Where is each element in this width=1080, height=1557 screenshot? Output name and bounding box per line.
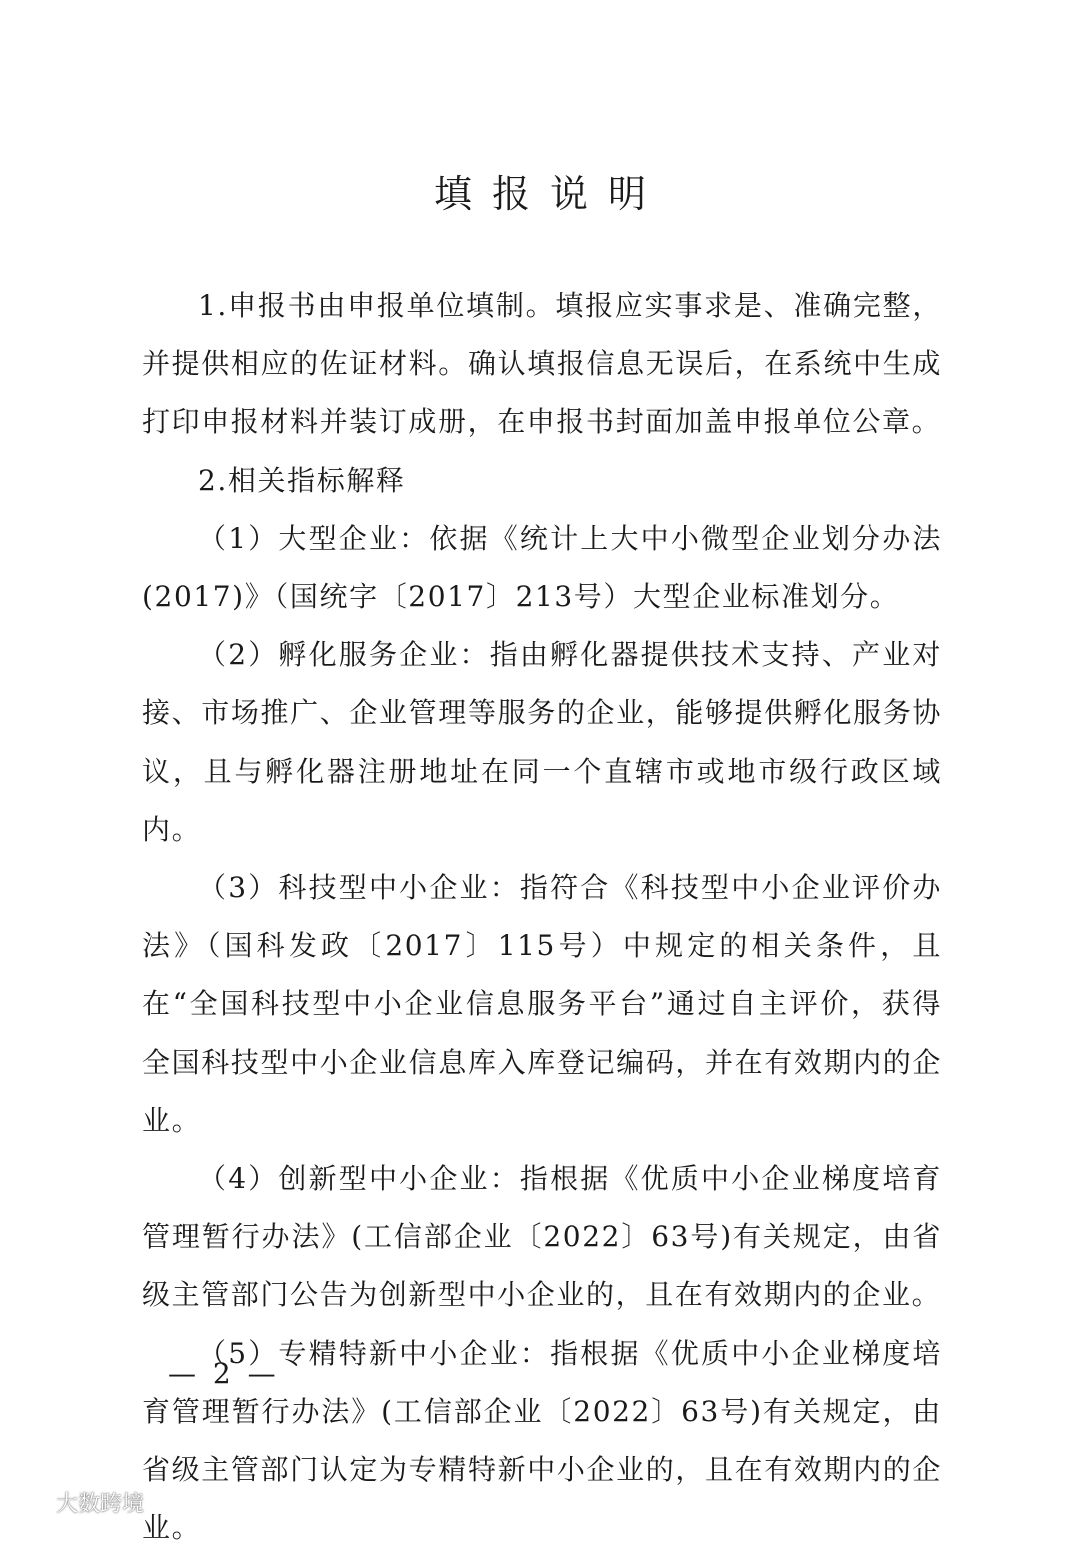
paragraph-large-enterprise: （1）大型企业：依据《统计上大中小微型企业划分办法(2017)》（国统字〔2017〕213号）大型企业标准划分。 bbox=[142, 521, 942, 614]
watermark-text: 大数跨境 bbox=[56, 1491, 145, 1517]
paragraph-specialized-sme: （5）专精特新中小企业：指根据《优质中小企业梯度培育管理暂行办法》(工信部企业〔2022〕63号)有关规定，由省级主管部门认定为专精特新中小企业的，且在有效期内的企业。 bbox=[142, 1336, 942, 1545]
weibo-logo-icon bbox=[6, 1485, 50, 1519]
paragraph-tech-sme: （3）科技型中小企业：指符合《科技型中小企业评价办法》（国科发政〔2017〕115号）中规定的相关条件，且在“全国科技型中小企业信息服务平台”通过自主评价，获得全国科技型中小企业信息库入库登记编码，并在有效期内的企业。 bbox=[142, 871, 942, 1137]
paragraph-incubated-enterprise: （2）孵化服务企业：指由孵化器提供技术支持、产业对接、市场推广、企业管理等服务的企业，能够提供孵化服务协议，且与孵化器注册地址在同一个直辖市或地市级行政区域内。 bbox=[142, 638, 942, 846]
paragraph-filling-rules: 1.申报书由申报单位填制。填报应实事求是、准确完整，并提供相应的佐证材料。确认填报信息无误后，在系统中生成打印申报材料并装订成册，在申报书封面加盖申报单位公章。 bbox=[142, 289, 942, 439]
watermark bbox=[6, 1485, 144, 1519]
page-title: 填报说明 bbox=[433, 172, 666, 216]
paragraph-indicator-heading: 2.相关指标解释 bbox=[198, 463, 406, 497]
page-number: — 2 — bbox=[168, 1357, 280, 1390]
paragraph-innovative-sme: （4）创新型中小企业：指根据《优质中小企业梯度培育管理暂行办法》(工信部企业〔2022〕63号)有关规定，由省级主管部门公告为创新型中小企业的，且在有效期内的企业。 bbox=[142, 1162, 942, 1312]
